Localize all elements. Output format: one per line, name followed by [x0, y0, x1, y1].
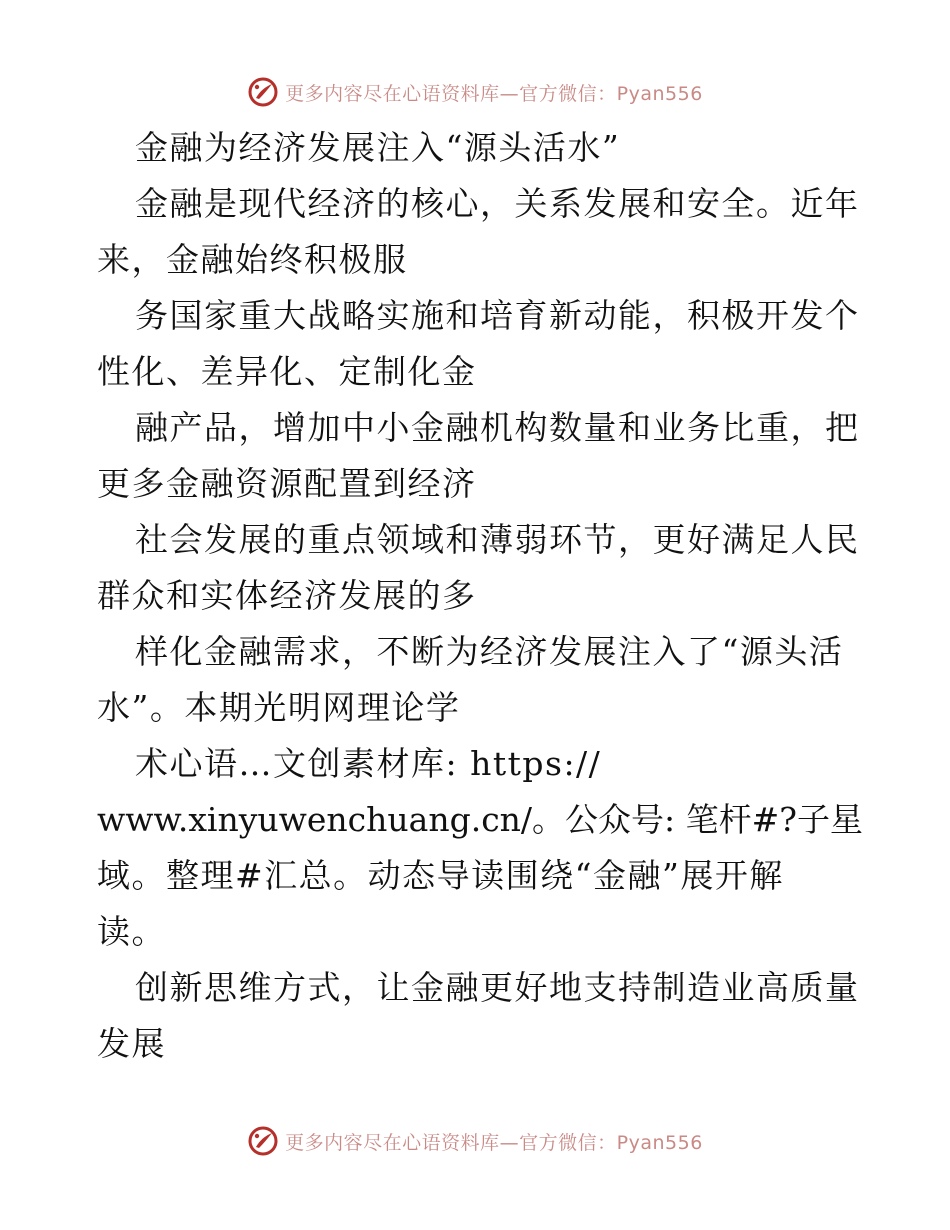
paragraph [97, 400, 860, 512]
paragraph [97, 512, 860, 624]
text-line: 创新思维方式，让金融更好地支持制造业高质量 [135, 968, 860, 1007]
text-line: 术心语…文创素材库: https:// [135, 744, 602, 783]
paragraph [97, 736, 863, 960]
text-line: 样化金融需求，不断为经济发展注入了“源头活 [135, 632, 844, 671]
paragraph [97, 960, 860, 1072]
text-line: 来，金融始终积极服 [97, 240, 408, 279]
text-line: 水”。本期光明网理论学 [97, 688, 461, 727]
text-line: 融产品，增加中小金融机构数量和业务比重，把 [135, 408, 860, 447]
footer-watermark [0, 1121, 950, 1161]
text-line: 社会发展的重点领域和薄弱环节，更好满足人民 [135, 520, 860, 559]
text-line: 金融为经济发展注入“源头活水” [135, 128, 621, 167]
text-line: 发展 [97, 1024, 166, 1063]
text-line: 务国家重大战略实施和培育新动能，积极开发个 [135, 296, 860, 335]
text-line: 更多金融资源配置到经济 [97, 464, 477, 503]
text-line: 群众和实体经济发展的多 [97, 576, 477, 615]
paragraph [97, 176, 860, 288]
text-line: 域。整理#汇总。动态导读围绕“金融”展开解 [97, 856, 784, 895]
text-line: 金融是现代经济的核心，关系发展和安全。近年 [135, 184, 860, 223]
text-line: 性化、差异化、定制化金 [97, 352, 477, 391]
document-body [97, 120, 863, 1072]
text-line: www.xinyuwenchuang.cn/。公众号: 笔杆#?子星 [97, 800, 863, 839]
paragraph [97, 288, 860, 400]
paragraph-title [97, 120, 857, 176]
header-watermark [0, 72, 950, 112]
text-line: 读。 [97, 912, 166, 951]
red-brush-logo-icon [247, 1125, 279, 1157]
watermark-text: 更多内容尽在心语资料库—官方微信：Pyan556 [285, 82, 703, 105]
red-brush-logo-icon [247, 76, 279, 108]
paragraph [97, 624, 857, 736]
watermark-text: 更多内容尽在心语资料库—官方微信：Pyan556 [285, 1131, 703, 1154]
